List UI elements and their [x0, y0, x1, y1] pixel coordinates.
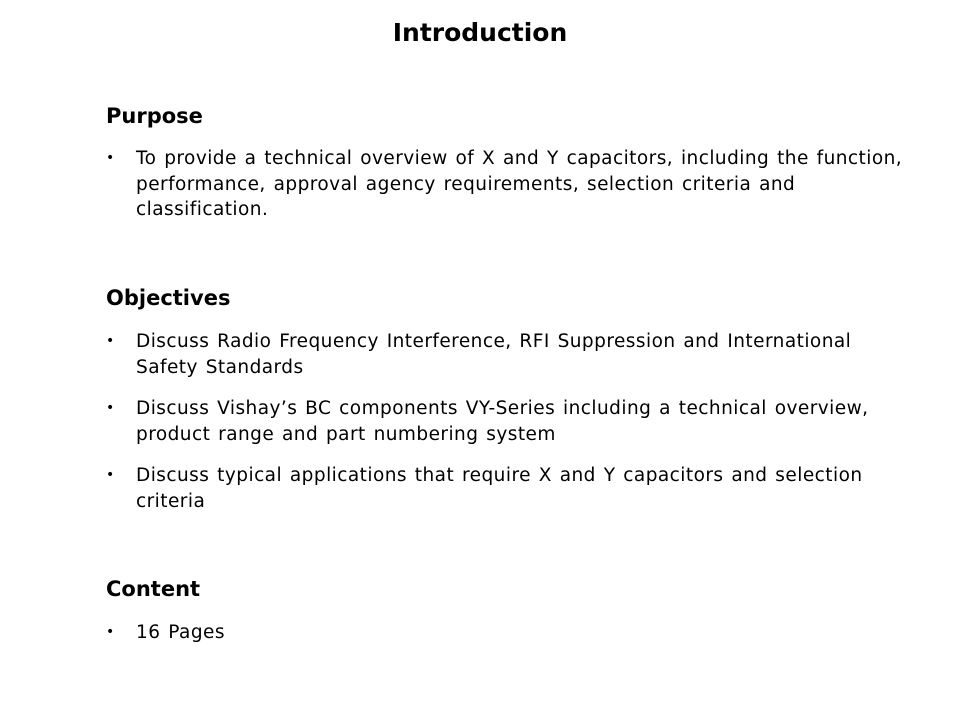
bullet-text: 16 Pages: [136, 622, 225, 643]
bullet-text: To provide a technical overview of X and Y capacitors, including the function, performance, approval agency requirements, selection criteria and classification.: [136, 148, 903, 220]
bullet-text: Discuss Radio Frequency Interference, RFI Suppression and International Safety Standards: [136, 331, 852, 378]
bullet-text: Discuss Vishay’s BC components VY-Series including a technical overview, product range and part numbering system: [136, 398, 869, 445]
list-item: [106, 329, 906, 380]
bullet-icon: •: [106, 467, 115, 483]
list-item: [106, 620, 906, 646]
bullet-text: Discuss typical applications that require X and Y capacitors and selection criteria: [136, 465, 863, 512]
purpose-list: [106, 146, 906, 239]
content-list: [106, 620, 906, 662]
list-item: [106, 396, 906, 447]
bullet-icon: •: [106, 624, 115, 640]
bullet-icon: •: [106, 400, 115, 416]
section-heading-objectives: Objectives: [106, 286, 231, 310]
list-item: [106, 146, 906, 223]
list-item: [106, 463, 906, 514]
objectives-list: [106, 329, 906, 530]
section-heading-content: Content: [106, 577, 201, 601]
bullet-icon: •: [106, 150, 115, 166]
slide-title: Introduction: [392, 18, 568, 47]
bullet-icon: •: [106, 333, 115, 349]
section-heading-purpose: Purpose: [106, 104, 203, 128]
